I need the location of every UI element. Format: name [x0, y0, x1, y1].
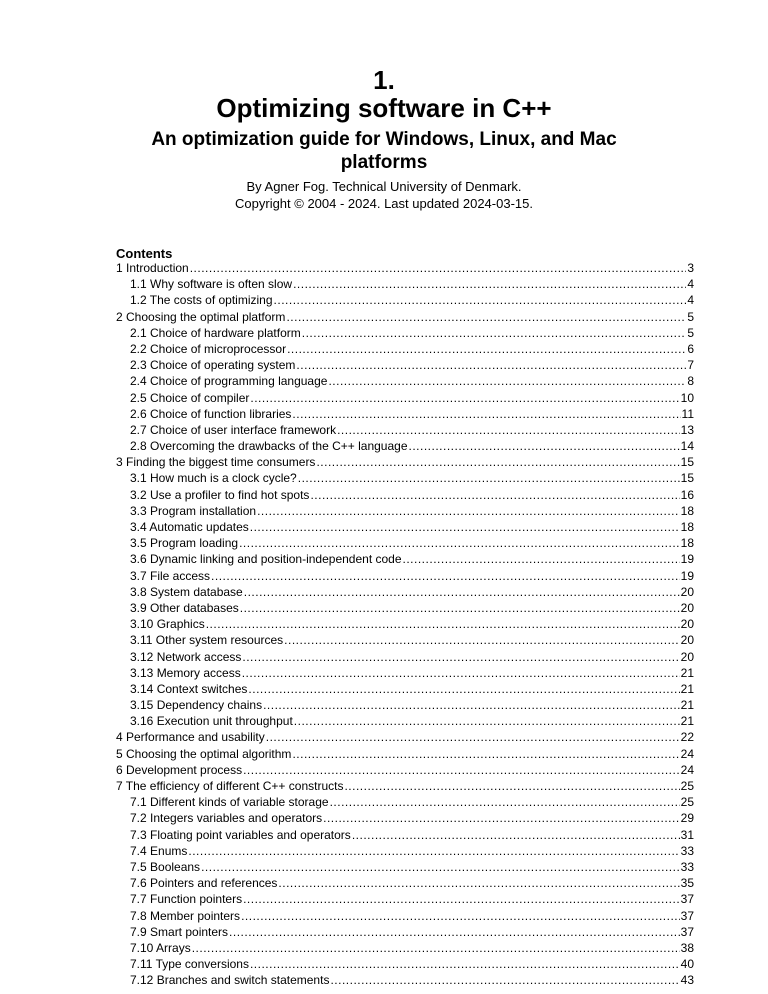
toc-entry[interactable] [116, 309, 694, 325]
toc-entry-page: 15 [680, 471, 694, 486]
toc-entry-page: 24 [680, 746, 694, 761]
toc-entry-title: 1.2 The costs of optimizing [130, 293, 273, 308]
toc-entry-page: 37 [680, 892, 694, 907]
toc-entry-title: 2.4 Choice of programming language [130, 374, 328, 389]
toc-dot-leader [250, 956, 680, 972]
toc-entry-title: 2.1 Choice of hardware platform [130, 325, 301, 340]
toc-dot-leader [330, 794, 680, 810]
toc-entry[interactable] [116, 390, 694, 406]
toc-entry-title: 3.3 Program installation [130, 503, 257, 518]
toc-entry-page: 13 [680, 422, 694, 437]
toc-entry-page: 35 [680, 876, 694, 891]
toc-dot-leader [292, 406, 680, 422]
toc-entry-title: 2.7 Choice of user interface framework [130, 422, 337, 437]
toc-entry-page: 22 [680, 730, 694, 745]
toc-entry-page: 20 [680, 600, 694, 615]
toc-dot-leader [206, 616, 680, 632]
toc-dot-leader [257, 503, 680, 519]
toc-entry-title: 3.12 Network access [130, 649, 242, 664]
toc-dot-leader [323, 810, 680, 826]
toc-entry-page: 37 [680, 908, 694, 923]
toc-dot-leader [352, 827, 680, 843]
toc-entry-title: 2.8 Overcoming the drawbacks of the C++ language [130, 439, 408, 454]
toc-entry-page: 21 [680, 714, 694, 729]
toc-entry[interactable] [116, 843, 694, 859]
author-block [0, 178, 768, 212]
author-line: By Agner Fog. Technical University of Denmark. [246, 179, 522, 194]
toc-dot-leader [302, 325, 687, 341]
toc-entry[interactable] [116, 454, 694, 470]
toc-entry[interactable] [116, 956, 694, 972]
toc-entry-page: 40 [680, 957, 694, 972]
toc-dot-leader [274, 292, 687, 308]
toc-dot-leader [243, 762, 680, 778]
toc-entry-page: 20 [680, 617, 694, 632]
toc-dot-leader [298, 470, 680, 486]
toc-entry[interactable] [116, 729, 694, 745]
toc-dot-leader [409, 438, 680, 454]
toc-entry[interactable] [116, 908, 694, 924]
document-subtitle: An optimization guide for Windows, Linux, and Mac platforms [151, 129, 617, 173]
toc-dot-leader [239, 535, 680, 551]
toc-entry-page: 37 [680, 924, 694, 939]
toc-entry[interactable] [116, 762, 694, 778]
toc-dot-leader [241, 908, 680, 924]
toc-entry-title: 6 Development process [116, 762, 243, 777]
toc-entry[interactable] [116, 535, 694, 551]
toc-entry[interactable] [116, 341, 694, 357]
toc-entry[interactable] [116, 422, 694, 438]
toc-entry-title: 3 Finding the biggest time consumers [116, 455, 316, 470]
toc-entry-title: 7.1 Different kinds of variable storage [130, 795, 329, 810]
toc-entry[interactable] [116, 924, 694, 940]
toc-entry[interactable] [116, 665, 694, 681]
toc-entry-title: 3.16 Execution unit throughput [130, 714, 293, 729]
toc-entry-title: 4 Performance and usability [116, 730, 265, 745]
toc-entry-title: 7.12 Branches and switch statements [130, 973, 330, 988]
toc-entry-page: 6 [687, 341, 694, 356]
toc-dot-leader [263, 697, 680, 713]
toc-dot-leader [284, 632, 679, 648]
toc-dot-leader [242, 665, 680, 681]
toc-entry-page: 10 [680, 390, 694, 405]
toc-entry-page: 15 [680, 455, 694, 470]
toc-dot-leader [240, 600, 680, 616]
toc-entry-page: 19 [680, 568, 694, 583]
toc-entry-page: 21 [680, 698, 694, 713]
toc-entry-title: 7.10 Arrays [130, 940, 191, 955]
table-of-contents [116, 247, 694, 988]
toc-heading: Contents [116, 246, 173, 261]
toc-entry-page: 24 [680, 762, 694, 777]
toc-entry-title: 2.3 Choice of operating system [130, 358, 296, 373]
toc-entry-page: 43 [680, 973, 694, 988]
toc-entry-title: 3.7 File access [130, 568, 211, 583]
toc-entry-title: 3.1 How much is a clock cycle? [130, 471, 297, 486]
toc-entry-page: 7 [687, 358, 694, 373]
toc-entry-page: 29 [680, 811, 694, 826]
toc-entry[interactable] [116, 568, 694, 584]
toc-entry[interactable] [116, 681, 694, 697]
toc-entry[interactable] [116, 940, 694, 956]
toc-entry[interactable] [116, 260, 694, 276]
toc-entry[interactable] [116, 470, 694, 486]
toc-dot-leader [266, 729, 680, 745]
toc-dot-leader [278, 875, 679, 891]
toc-list [116, 260, 694, 988]
toc-entry-page: 18 [680, 536, 694, 551]
toc-entry-title: 2.5 Choice of compiler [130, 390, 250, 405]
toc-entry-page: 38 [680, 940, 694, 955]
toc-entry-page: 5 [687, 309, 694, 324]
toc-entry[interactable] [116, 276, 694, 292]
toc-entry-title: 1 Introduction [116, 261, 189, 275]
toc-dot-leader [229, 924, 680, 940]
toc-entry-page: 5 [687, 325, 694, 340]
toc-dot-leader [286, 309, 686, 325]
toc-entry-title: 2.6 Choice of function libraries [130, 406, 292, 421]
toc-entry[interactable] [116, 827, 694, 843]
toc-entry[interactable] [116, 600, 694, 616]
toc-entry-title: 3.10 Graphics [130, 617, 205, 632]
toc-entry-title: 3.9 Other databases [130, 600, 239, 615]
toc-dot-leader [192, 940, 680, 956]
toc-entry-title: 3.8 System database [130, 584, 243, 599]
toc-dot-leader [310, 487, 679, 503]
toc-entry[interactable] [116, 972, 694, 988]
toc-dot-leader [330, 972, 679, 988]
toc-entry-page: 4 [687, 293, 694, 308]
toc-entry-page: 21 [680, 681, 694, 696]
toc-entry-title: 3.2 Use a profiler to find hot spots [130, 487, 310, 502]
toc-entry-title: 7.3 Floating point variables and operators [130, 827, 351, 842]
toc-dot-leader [328, 373, 686, 389]
toc-entry[interactable] [116, 406, 694, 422]
toc-entry-page: 11 [681, 406, 694, 421]
toc-entry-title: 7.5 Booleans [130, 859, 201, 874]
toc-dot-leader [248, 681, 679, 697]
toc-dot-leader [344, 778, 679, 794]
toc-entry-title: 7.8 Member pointers [130, 908, 241, 923]
toc-entry[interactable] [116, 357, 694, 373]
toc-entry[interactable] [116, 859, 694, 875]
toc-dot-leader [294, 713, 680, 729]
toc-entry-title: 7.4 Enums [130, 843, 188, 858]
toc-entry-page: 3 [687, 261, 694, 275]
toc-dot-leader [190, 260, 687, 276]
toc-dot-leader [211, 568, 680, 584]
toc-entry-page: 14 [680, 439, 694, 454]
toc-entry-page: 33 [680, 843, 694, 858]
toc-entry[interactable] [116, 632, 694, 648]
toc-entry[interactable] [116, 503, 694, 519]
toc-entry-page: 4 [687, 277, 694, 292]
toc-entry[interactable] [116, 325, 694, 341]
toc-entry-page: 20 [680, 584, 694, 599]
toc-entry-page: 33 [680, 859, 694, 874]
toc-entry[interactable] [116, 697, 694, 713]
toc-entry-title: 3.14 Context switches [130, 681, 248, 696]
toc-entry[interactable] [116, 519, 694, 535]
toc-entry[interactable] [116, 891, 694, 907]
toc-entry-title: 1.1 Why software is often slow [130, 277, 293, 292]
toc-entry[interactable] [116, 713, 694, 729]
toc-entry-page: 8 [687, 374, 694, 389]
toc-entry-title: 7 The efficiency of different C++ constructs [116, 779, 344, 793]
toc-entry[interactable] [116, 373, 694, 389]
toc-entry[interactable] [116, 875, 694, 891]
toc-dot-leader [296, 357, 686, 373]
toc-dot-leader [188, 843, 679, 859]
toc-dot-leader [292, 746, 679, 762]
toc-entry-title: 3.4 Automatic updates [130, 520, 249, 534]
toc-dot-leader [242, 649, 679, 665]
toc-entry[interactable] [116, 778, 694, 794]
toc-entry-title: 7.7 Function pointers [130, 892, 243, 907]
toc-dot-leader [403, 551, 680, 567]
toc-entry-title: 2 Choosing the optimal platform [116, 309, 286, 324]
toc-entry-page: 20 [680, 633, 694, 648]
toc-dot-leader [316, 454, 679, 470]
toc-entry-page: 19 [680, 552, 694, 567]
toc-entry[interactable] [116, 810, 694, 826]
toc-entry[interactable] [116, 649, 694, 665]
toc-entry-page: 16 [680, 487, 694, 502]
toc-entry-page: 18 [680, 503, 694, 518]
toc-dot-leader [250, 390, 679, 406]
toc-entry-page: 31 [680, 827, 694, 842]
toc-entry[interactable] [116, 794, 694, 810]
chapter-number: 1. [373, 65, 395, 95]
toc-dot-leader [250, 519, 680, 535]
toc-entry-page: 20 [680, 649, 694, 664]
toc-entry[interactable] [116, 438, 694, 454]
toc-entry-page: 21 [680, 665, 694, 680]
toc-entry[interactable] [116, 746, 694, 762]
toc-entry-title: 2.2 Choice of microprocessor [130, 341, 287, 356]
toc-entry-title: 7.11 Type conversions [130, 957, 249, 972]
copyright-line: Copyright © 2004 - 2024. Last updated 2024-03-15. [235, 196, 533, 211]
toc-entry-title: 3.5 Program loading [130, 536, 239, 551]
toc-entry[interactable] [116, 584, 694, 600]
toc-dot-leader [287, 341, 686, 357]
toc-entry-title: 7.9 Smart pointers [130, 924, 229, 939]
toc-entry-page: 25 [680, 795, 694, 810]
toc-entry-title: 3.15 Dependency chains [130, 698, 263, 713]
toc-entry[interactable] [116, 616, 694, 632]
toc-dot-leader [293, 276, 686, 292]
toc-entry-title: 3.6 Dynamic linking and position-independent code [130, 552, 402, 567]
document-title: Optimizing software in C++ [216, 93, 552, 123]
toc-entry-title: 7.2 Integers variables and operators [130, 811, 323, 826]
toc-entry-title: 7.6 Pointers and references [130, 876, 278, 891]
toc-entry-title: 3.11 Other system resources [130, 633, 284, 648]
toc-entry[interactable] [116, 487, 694, 503]
toc-entry-page: 25 [680, 779, 694, 793]
toc-entry-page: 18 [680, 520, 694, 534]
toc-entry-title: 5 Choosing the optimal algorithm [116, 746, 292, 761]
toc-entry-title: 3.13 Memory access [130, 665, 241, 680]
toc-dot-leader [337, 422, 680, 438]
toc-dot-leader [244, 584, 680, 600]
toc-entry[interactable] [116, 292, 694, 308]
toc-dot-leader [201, 859, 680, 875]
toc-entry[interactable] [116, 551, 694, 567]
toc-dot-leader [243, 891, 680, 907]
